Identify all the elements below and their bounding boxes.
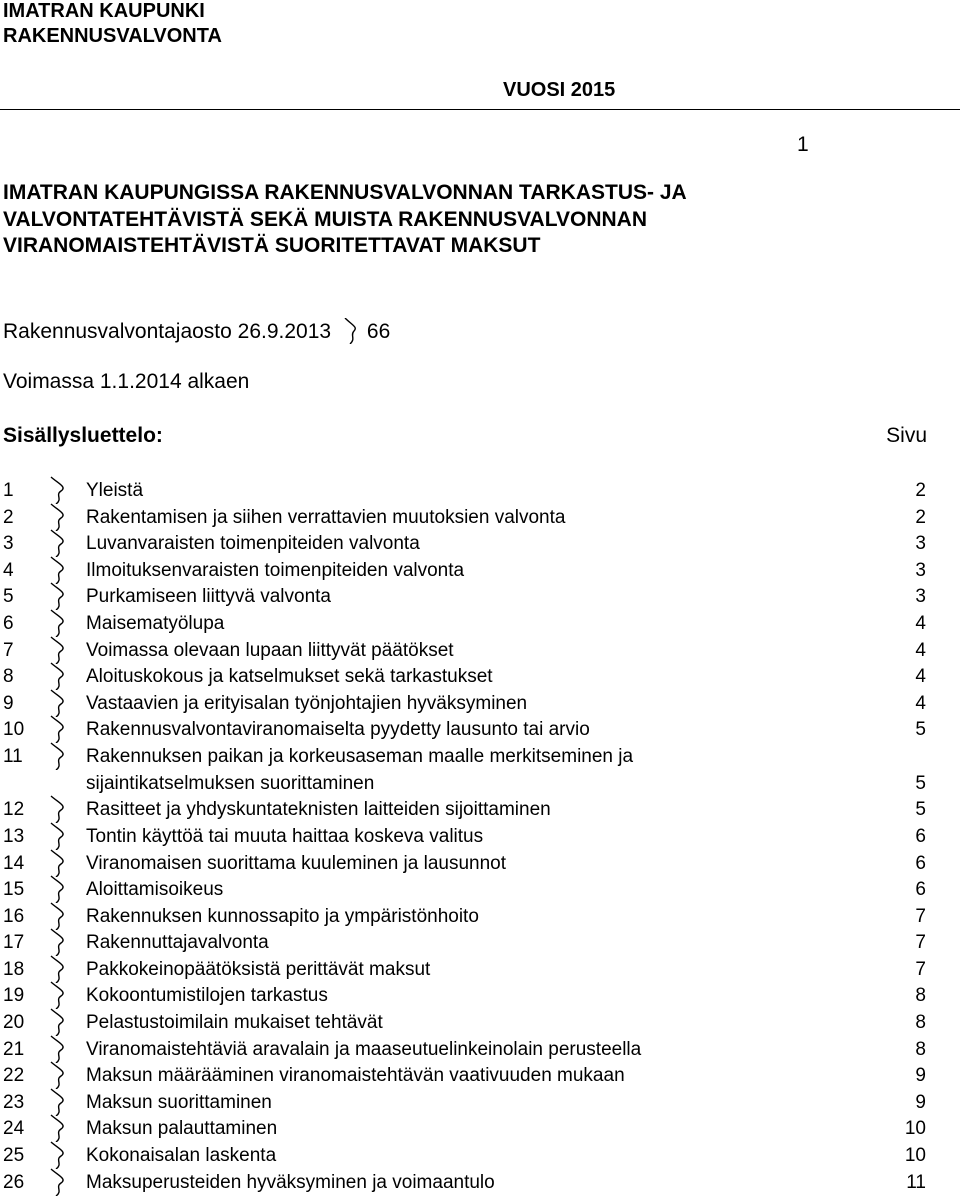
toc-item-page: 2 — [915, 480, 926, 501]
toc-item-page: 8 — [915, 985, 926, 1007]
toc-item-page: 3 — [915, 559, 926, 581]
section-sign-icon — [48, 1088, 70, 1116]
toc-item-page: 9 — [915, 1065, 926, 1087]
header-divider — [0, 109, 960, 110]
toc-item — [0, 582, 960, 609]
toc-item — [0, 1114, 960, 1141]
toc-item-title: Luvanvaraisten toimenpiteiden valvonta — [86, 533, 420, 555]
toc-item-title: Voimassa olevaan lupaan liittyvät päätökset — [86, 639, 454, 661]
section-sign-icon — [48, 609, 70, 637]
toc-item — [0, 981, 960, 1008]
toc-item-number: 19 — [3, 985, 25, 1007]
section-sign-icon — [48, 715, 70, 743]
section-sign-icon — [48, 849, 70, 877]
toc-item-page: 5 — [915, 799, 926, 821]
toc-item-number: 4 — [3, 559, 14, 581]
section-sign-icon — [48, 822, 70, 850]
section-sign-icon — [48, 928, 70, 956]
toc-item-title: Maisematyölupa — [86, 612, 225, 634]
section-sign-icon — [48, 1035, 70, 1063]
document-title-line-2: VALVONTATEHTÄVISTÄ SEKÄ MUISTA RAKENNUSVALVONNAN — [3, 208, 647, 231]
toc-item-title: Ilmoituksenvaraisten toimenpiteiden valvonta — [86, 559, 465, 581]
toc-item-number: 18 — [3, 958, 25, 980]
decision-prefix: Rakennusvalvontajaosto 26.9.2013 — [3, 320, 332, 343]
toc-item-title: Maksun palauttaminen — [86, 1118, 278, 1140]
toc-item — [0, 503, 960, 530]
toc-item-page: 5 — [915, 719, 926, 741]
valid-from: Voimassa 1.1.2014 alkaen — [3, 370, 250, 393]
toc-item — [0, 1061, 960, 1088]
toc-item-title: Rasitteet ja yhdyskuntateknisten laitteiden sijoittaminen — [86, 799, 551, 821]
section-sign-icon — [48, 955, 70, 983]
section-sign-icon — [343, 318, 361, 344]
toc-item-number: 25 — [3, 1145, 25, 1167]
section-sign-icon — [48, 529, 70, 557]
section-sign-icon — [48, 556, 70, 584]
toc-item-page: 7 — [915, 958, 926, 980]
toc-item — [0, 689, 960, 716]
toc-item-page: 10 — [904, 1145, 926, 1167]
toc-item — [0, 715, 960, 742]
page-number: 1 — [797, 133, 809, 156]
toc-item — [0, 1088, 960, 1115]
section-sign-icon — [48, 875, 70, 903]
toc-item-title: Rakennuksen paikan ja korkeusaseman maalle merkitseminen ja — [86, 745, 634, 767]
toc-item-number: 15 — [3, 879, 25, 901]
toc-item-title: Kokoontumistilojen tarkastus — [86, 985, 328, 1007]
toc-item-title: Aloittamisoikeus — [86, 879, 224, 901]
toc-item-title: Viranomaistehtäviä aravalain ja maaseutuelinkeinolain perusteella — [86, 1038, 642, 1060]
toc-item — [0, 1168, 960, 1195]
decision-text — [3, 318, 390, 344]
toc-item — [0, 875, 960, 902]
toc-item-number: 11 — [3, 745, 23, 767]
toc-item-page: 3 — [915, 586, 926, 608]
toc-item-number: 12 — [3, 799, 25, 821]
section-sign-icon — [48, 662, 70, 690]
toc-item-number: 3 — [3, 533, 14, 555]
toc-item-title: Rakentamisen ja siihen verrattavien muutoksien valvonta — [86, 506, 566, 528]
toc-item — [0, 662, 960, 689]
toc-item-page: 5 — [915, 772, 926, 794]
toc-item-title: Tontin käyttöä tai muuta haittaa koskeva valitus — [86, 825, 484, 847]
toc-item-title: Viranomaisen suorittama kuuleminen ja lausunnot — [86, 852, 507, 874]
section-sign-icon — [48, 1141, 70, 1169]
toc-item-number: 7 — [3, 639, 14, 661]
toc-item-number: 9 — [3, 692, 14, 714]
toc-item-number: 20 — [3, 1012, 25, 1034]
toc-heading: Sisällysluettelo: — [3, 424, 163, 447]
toc-item-page: 7 — [915, 932, 926, 954]
toc-item-number: 24 — [3, 1118, 25, 1140]
toc-item — [0, 476, 960, 503]
year-label: VUOSI 2015 — [503, 79, 616, 101]
toc-item-title: Rakennuttajavalvonta — [86, 932, 269, 954]
toc-item — [0, 795, 960, 822]
toc-item-number: 13 — [3, 825, 25, 847]
toc-page-heading: Sivu — [886, 424, 927, 447]
toc-item-title: Maksun suorittaminen — [86, 1091, 272, 1113]
section-sign-icon — [48, 476, 70, 504]
toc-item-page: 6 — [915, 825, 926, 847]
toc-item — [0, 928, 960, 955]
toc-item-number: 6 — [3, 612, 14, 634]
toc-item — [0, 1008, 960, 1035]
toc-item-number: 17 — [3, 932, 25, 954]
section-sign-icon — [48, 689, 70, 717]
toc-item-number: 2 — [3, 506, 14, 528]
toc-item-title: Rakennuksen kunnossapito ja ympäristönhoito — [86, 905, 479, 927]
document-title-line-3: VIRANOMAISTEHTÄVISTÄ SUORITETTAVAT MAKSUT — [3, 234, 541, 257]
toc-item — [0, 955, 960, 982]
toc-item — [0, 849, 960, 876]
section-sign-icon — [48, 636, 70, 664]
toc-item-number: 16 — [3, 905, 25, 927]
toc-item-number: 10 — [3, 719, 25, 741]
toc-item-page: 11 — [906, 1171, 926, 1193]
toc-list — [0, 476, 960, 1194]
toc-item-number: 5 — [3, 586, 14, 608]
toc-item-page: 4 — [915, 666, 926, 688]
section-sign-icon — [48, 902, 70, 930]
toc-item — [0, 742, 960, 795]
org-name: IMATRAN KAUPUNKI — [3, 0, 205, 22]
toc-item-title: Maksun määrääminen viranomaistehtävän vaativuuden mukaan — [86, 1065, 625, 1087]
toc-item-title: Rakennusvalvontaviranomaiselta pyydetty lausunto tai arvio — [86, 719, 590, 741]
toc-item-number: 8 — [3, 666, 14, 688]
section-sign-icon — [48, 795, 70, 823]
section-sign-icon — [48, 503, 70, 531]
section-sign-icon — [48, 1061, 70, 1089]
toc-item-number: 22 — [3, 1065, 25, 1087]
toc-item-title: Aloituskokous ja katselmukset sekä tarkastukset — [86, 666, 493, 688]
toc-item-page: 6 — [915, 879, 926, 901]
toc-item — [0, 822, 960, 849]
toc-item-page: 8 — [915, 1038, 926, 1060]
section-sign-icon — [48, 582, 70, 610]
toc-item-title: Maksuperusteiden hyväksyminen ja voimaantulo — [86, 1171, 495, 1193]
section-sign-icon — [48, 1114, 70, 1142]
toc-item-page: 8 — [915, 1012, 926, 1034]
toc-item-title: Pelastustoimilain mukaiset tehtävät — [86, 1012, 383, 1034]
section-sign-icon — [48, 742, 70, 770]
toc-item-title: Purkamiseen liittyvä valvonta — [86, 586, 331, 608]
toc-item-page: 3 — [915, 533, 926, 555]
section-sign-icon — [48, 981, 70, 1009]
toc-item — [0, 902, 960, 929]
toc-item-page: 2 — [915, 506, 926, 528]
toc-item-title: Pakkokeinopäätöksistä perittävät maksut — [86, 958, 431, 980]
toc-item-page: 10 — [904, 1118, 926, 1140]
toc-item-title: Kokonaisalan laskenta — [86, 1145, 277, 1167]
toc-item-number: 14 — [3, 852, 25, 874]
document-title-line-1: IMATRAN KAUPUNGISSA RAKENNUSVALVONNAN TARKASTUS- JA — [3, 181, 687, 204]
department-name: RAKENNUSVALVONTA — [3, 25, 222, 47]
toc-item-number: 26 — [3, 1171, 25, 1193]
toc-item-title: Yleistä — [86, 480, 144, 501]
toc-item-page: 9 — [915, 1091, 926, 1113]
section-sign-icon — [48, 1168, 70, 1196]
toc-item-page: 4 — [915, 692, 926, 714]
toc-item — [0, 636, 960, 663]
section-sign-icon — [48, 1008, 70, 1036]
toc-item — [0, 1141, 960, 1168]
toc-item-number: 21 — [3, 1038, 25, 1060]
toc-item — [0, 609, 960, 636]
decision-number: 66 — [366, 320, 391, 343]
toc-item-page: 4 — [915, 639, 926, 661]
toc-item — [0, 556, 960, 583]
toc-item-title-continued: sijaintikatselmuksen suorittaminen — [86, 772, 375, 794]
toc-item-number: 23 — [3, 1091, 25, 1113]
toc-item-page: 4 — [915, 612, 926, 634]
toc-item-number: 1 — [3, 480, 14, 501]
toc-item-page: 7 — [915, 905, 926, 927]
toc-item-title: Vastaavien ja erityisalan työnjohtajien hyväksyminen — [86, 692, 528, 714]
toc-item-page: 6 — [915, 852, 926, 874]
toc-item — [0, 1035, 960, 1062]
toc-item — [0, 529, 960, 556]
